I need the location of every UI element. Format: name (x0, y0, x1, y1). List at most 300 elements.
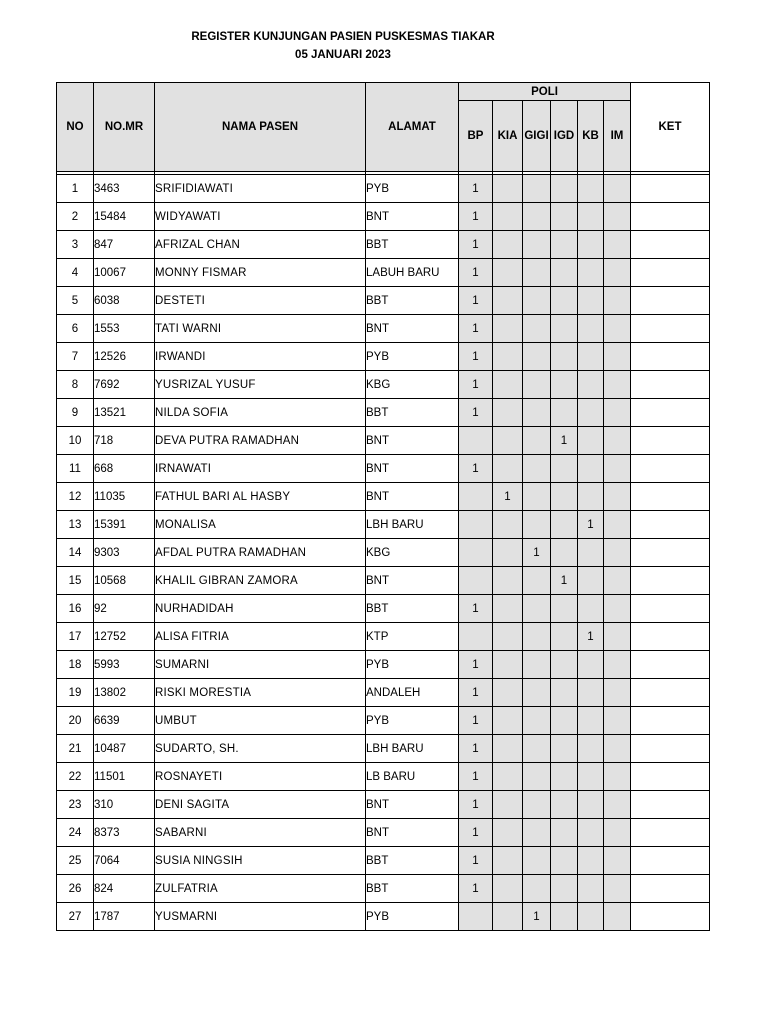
row-poli-gigi (523, 455, 551, 483)
table-row (57, 847, 710, 875)
row-poli-kia (493, 875, 523, 903)
table-row (57, 791, 710, 819)
row-no-mr: 847 (94, 231, 155, 259)
row-no-mr: 10568 (94, 567, 155, 595)
row-ket (631, 735, 710, 763)
table-row (57, 231, 710, 259)
table-row (57, 651, 710, 679)
row-poli-igd (551, 231, 578, 259)
row-ket (631, 399, 710, 427)
row-poli-kb (578, 315, 604, 343)
col-header-no-mr: NO.MR (94, 83, 155, 172)
row-poli-bp: 1 (459, 707, 493, 735)
row-poli-im (604, 483, 631, 511)
row-poli-im (604, 707, 631, 735)
row-alamat: BBT (366, 875, 459, 903)
table-row (57, 595, 710, 623)
row-poli-bp: 1 (459, 371, 493, 399)
row-poli-gigi (523, 175, 551, 203)
row-poli-kb (578, 287, 604, 315)
row-poli-bp: 1 (459, 875, 493, 903)
row-poli-igd (551, 539, 578, 567)
row-poli-igd (551, 371, 578, 399)
row-poli-gigi (523, 595, 551, 623)
row-poli-im (604, 203, 631, 231)
row-poli-im (604, 735, 631, 763)
row-ket (631, 287, 710, 315)
row-poli-im (604, 455, 631, 483)
table-row (57, 903, 710, 931)
row-poli-im (604, 259, 631, 287)
row-poli-kb (578, 847, 604, 875)
row-poli-gigi (523, 287, 551, 315)
row-poli-gigi (523, 847, 551, 875)
row-poli-bp (459, 567, 493, 595)
row-no-mr: 92 (94, 595, 155, 623)
row-poli-igd (551, 483, 578, 511)
row-poli-kia (493, 903, 523, 931)
row-ket (631, 623, 710, 651)
document-title: REGISTER KUNJUNGAN PASIEN PUSKESMAS TIAKAR (191, 31, 495, 43)
row-no: 8 (57, 371, 94, 399)
row-poli-igd (551, 791, 578, 819)
row-no-mr: 15484 (94, 203, 155, 231)
row-poli-bp: 1 (459, 175, 493, 203)
row-no-mr: 310 (94, 791, 155, 819)
row-poli-igd (551, 455, 578, 483)
table-row (57, 259, 710, 287)
table-row (57, 567, 710, 595)
row-poli-im (604, 539, 631, 567)
row-no: 3 (57, 231, 94, 259)
row-poli-kia (493, 735, 523, 763)
row-poli-kb (578, 707, 604, 735)
row-no-mr: 668 (94, 455, 155, 483)
row-no-mr: 6639 (94, 707, 155, 735)
table-row (57, 679, 710, 707)
col-header-im: IM (604, 101, 631, 172)
row-alamat: PYB (366, 175, 459, 203)
row-alamat: BNT (366, 315, 459, 343)
row-poli-kb (578, 903, 604, 931)
row-poli-bp: 1 (459, 399, 493, 427)
row-no-mr: 6038 (94, 287, 155, 315)
row-poli-bp: 1 (459, 651, 493, 679)
row-no: 6 (57, 315, 94, 343)
row-nama-pasen: DESTETI (155, 287, 366, 315)
row-nama-pasen: MONNY FISMAR (155, 259, 366, 287)
row-poli-im (604, 231, 631, 259)
row-poli-kb (578, 875, 604, 903)
row-poli-kb (578, 483, 604, 511)
table-row (57, 175, 710, 203)
row-poli-igd (551, 679, 578, 707)
row-no-mr: 1553 (94, 315, 155, 343)
row-poli-kia (493, 819, 523, 847)
row-no-mr: 13802 (94, 679, 155, 707)
row-no-mr: 1787 (94, 903, 155, 931)
row-poli-igd (551, 819, 578, 847)
col-header-no: NO (57, 83, 94, 172)
row-poli-kia (493, 203, 523, 231)
row-alamat: BBT (366, 287, 459, 315)
row-alamat: PYB (366, 651, 459, 679)
row-ket (631, 175, 710, 203)
row-poli-kb (578, 455, 604, 483)
row-poli-igd (551, 651, 578, 679)
row-poli-gigi (523, 231, 551, 259)
row-alamat: KBG (366, 371, 459, 399)
row-poli-im (604, 371, 631, 399)
row-poli-kb (578, 651, 604, 679)
row-poli-im (604, 875, 631, 903)
row-nama-pasen: SRIFIDIAWATI (155, 175, 366, 203)
row-poli-kb: 1 (578, 511, 604, 539)
row-poli-igd (551, 203, 578, 231)
row-poli-kb (578, 595, 604, 623)
row-poli-kb (578, 231, 604, 259)
row-poli-gigi (523, 763, 551, 791)
table-row (57, 203, 710, 231)
row-no-mr: 7064 (94, 847, 155, 875)
row-no-mr: 12526 (94, 343, 155, 371)
row-poli-gigi (523, 875, 551, 903)
row-poli-bp: 1 (459, 847, 493, 875)
row-nama-pasen: UMBUT (155, 707, 366, 735)
col-header-igd: IGD (551, 101, 578, 172)
row-no-mr: 9303 (94, 539, 155, 567)
row-no: 17 (57, 623, 94, 651)
row-poli-im (604, 847, 631, 875)
row-poli-bp: 1 (459, 231, 493, 259)
row-no-mr: 718 (94, 427, 155, 455)
row-no: 13 (57, 511, 94, 539)
row-ket (631, 679, 710, 707)
row-poli-im (604, 427, 631, 455)
row-no: 7 (57, 343, 94, 371)
row-no: 2 (57, 203, 94, 231)
row-no: 1 (57, 175, 94, 203)
row-nama-pasen: SUDARTO, SH. (155, 735, 366, 763)
row-poli-kb (578, 343, 604, 371)
row-ket (631, 511, 710, 539)
row-poli-kb (578, 427, 604, 455)
row-poli-gigi: 1 (523, 539, 551, 567)
row-poli-gigi (523, 791, 551, 819)
row-alamat: BBT (366, 595, 459, 623)
row-poli-bp (459, 483, 493, 511)
row-alamat: BBT (366, 399, 459, 427)
row-poli-igd (551, 511, 578, 539)
col-header-kia: KIA (493, 101, 523, 172)
row-poli-im (604, 763, 631, 791)
row-no-mr: 3463 (94, 175, 155, 203)
row-poli-kia (493, 539, 523, 567)
row-poli-gigi: 1 (523, 903, 551, 931)
row-nama-pasen: YUSRIZAL YUSUF (155, 371, 366, 399)
row-poli-bp (459, 427, 493, 455)
row-no: 23 (57, 791, 94, 819)
row-ket (631, 763, 710, 791)
row-ket (631, 875, 710, 903)
row-poli-im (604, 399, 631, 427)
table-row (57, 343, 710, 371)
row-poli-bp: 1 (459, 203, 493, 231)
row-alamat: LBH BARU (366, 511, 459, 539)
row-poli-kb (578, 791, 604, 819)
row-poli-im (604, 567, 631, 595)
row-poli-kb (578, 567, 604, 595)
row-poli-kia (493, 259, 523, 287)
row-poli-im (604, 791, 631, 819)
row-no-mr: 13521 (94, 399, 155, 427)
row-ket (631, 707, 710, 735)
row-poli-kb (578, 819, 604, 847)
row-ket (631, 567, 710, 595)
row-poli-kia (493, 679, 523, 707)
row-poli-kia (493, 315, 523, 343)
row-poli-bp: 1 (459, 735, 493, 763)
row-poli-kia (493, 175, 523, 203)
row-nama-pasen: ALISA FITRIA (155, 623, 366, 651)
table-row (57, 399, 710, 427)
row-nama-pasen: RISKI MORESTIA (155, 679, 366, 707)
row-no: 22 (57, 763, 94, 791)
row-poli-kb (578, 735, 604, 763)
row-no: 15 (57, 567, 94, 595)
col-header-kb: KB (578, 101, 604, 172)
row-no: 25 (57, 847, 94, 875)
row-poli-im (604, 623, 631, 651)
row-alamat: BNT (366, 483, 459, 511)
row-poli-gigi (523, 567, 551, 595)
row-poli-gigi (523, 259, 551, 287)
row-poli-gigi (523, 483, 551, 511)
row-poli-igd (551, 847, 578, 875)
row-no: 19 (57, 679, 94, 707)
row-nama-pasen: AFDAL PUTRA RAMADHAN (155, 539, 366, 567)
row-poli-im (604, 287, 631, 315)
row-poli-kia (493, 287, 523, 315)
table-header (57, 83, 710, 172)
table-row (57, 623, 710, 651)
col-header-ket: KET (631, 83, 710, 172)
row-ket (631, 315, 710, 343)
row-alamat: LB BARU (366, 763, 459, 791)
row-poli-kia (493, 763, 523, 791)
row-nama-pasen: IRNAWATI (155, 455, 366, 483)
row-poli-bp: 1 (459, 791, 493, 819)
row-ket (631, 483, 710, 511)
row-poli-im (604, 343, 631, 371)
row-no: 14 (57, 539, 94, 567)
row-poli-gigi (523, 203, 551, 231)
row-poli-bp: 1 (459, 343, 493, 371)
row-no: 9 (57, 399, 94, 427)
row-no-mr: 824 (94, 875, 155, 903)
row-alamat: PYB (366, 707, 459, 735)
row-no-mr: 7692 (94, 371, 155, 399)
row-poli-kia (493, 707, 523, 735)
table-row (57, 539, 710, 567)
row-alamat: LBH BARU (366, 735, 459, 763)
row-poli-igd (551, 259, 578, 287)
row-no-mr: 10487 (94, 735, 155, 763)
row-poli-kia (493, 567, 523, 595)
row-poli-bp (459, 903, 493, 931)
row-no: 21 (57, 735, 94, 763)
row-ket (631, 651, 710, 679)
row-nama-pasen: NILDA SOFIA (155, 399, 366, 427)
row-poli-gigi (523, 819, 551, 847)
row-poli-kia (493, 595, 523, 623)
row-poli-igd: 1 (551, 567, 578, 595)
row-alamat: BNT (366, 455, 459, 483)
table-body (57, 175, 710, 931)
row-poli-im (604, 315, 631, 343)
row-nama-pasen: KHALIL GIBRAN ZAMORA (155, 567, 366, 595)
row-poli-gigi (523, 623, 551, 651)
row-nama-pasen: ZULFATRIA (155, 875, 366, 903)
row-no: 5 (57, 287, 94, 315)
row-poli-gigi (523, 651, 551, 679)
row-poli-igd (551, 903, 578, 931)
row-ket (631, 371, 710, 399)
row-nama-pasen: FATHUL BARI AL HASBY (155, 483, 366, 511)
table-row (57, 875, 710, 903)
row-ket (631, 427, 710, 455)
row-poli-igd (551, 287, 578, 315)
row-no-mr: 11035 (94, 483, 155, 511)
table-row (57, 707, 710, 735)
row-poli-gigi (523, 371, 551, 399)
row-nama-pasen: IRWANDI (155, 343, 366, 371)
row-ket (631, 203, 710, 231)
row-no: 24 (57, 819, 94, 847)
row-poli-igd (551, 875, 578, 903)
row-poli-bp: 1 (459, 819, 493, 847)
row-poli-bp (459, 539, 493, 567)
row-alamat: BNT (366, 567, 459, 595)
patient-register-table (56, 82, 710, 931)
row-poli-im (604, 511, 631, 539)
table-row (57, 287, 710, 315)
row-poli-kb (578, 679, 604, 707)
row-poli-kb (578, 203, 604, 231)
row-alamat: BNT (366, 819, 459, 847)
row-poli-bp (459, 623, 493, 651)
row-poli-gigi (523, 343, 551, 371)
row-no: 27 (57, 903, 94, 931)
row-alamat: LABUH BARU (366, 259, 459, 287)
table-row (57, 371, 710, 399)
row-no: 10 (57, 427, 94, 455)
row-no: 4 (57, 259, 94, 287)
row-alamat: KTP (366, 623, 459, 651)
document-header (0, 28, 686, 64)
row-no-mr: 10067 (94, 259, 155, 287)
row-poli-im (604, 903, 631, 931)
row-poli-im (604, 679, 631, 707)
document-date: 05 JANUARI 2023 (295, 49, 391, 61)
row-nama-pasen: MONALISA (155, 511, 366, 539)
row-nama-pasen: SUSIA NINGSIH (155, 847, 366, 875)
row-poli-bp: 1 (459, 287, 493, 315)
row-poli-igd (551, 175, 578, 203)
table-row (57, 427, 710, 455)
row-alamat: BBT (366, 847, 459, 875)
table-row (57, 483, 710, 511)
row-poli-kb (578, 259, 604, 287)
row-poli-igd (551, 707, 578, 735)
row-poli-gigi (523, 315, 551, 343)
row-alamat: ANDALEH (366, 679, 459, 707)
row-alamat: BNT (366, 791, 459, 819)
row-poli-igd (551, 343, 578, 371)
row-poli-gigi (523, 707, 551, 735)
col-header-nama-pasen: NAMA PASEN (155, 83, 366, 172)
row-poli-kia (493, 847, 523, 875)
row-nama-pasen: SUMARNI (155, 651, 366, 679)
table-row (57, 763, 710, 791)
col-header-gigi: GIGI (523, 101, 551, 172)
row-poli-kia (493, 791, 523, 819)
row-poli-bp: 1 (459, 455, 493, 483)
row-ket (631, 847, 710, 875)
row-nama-pasen: DEVA PUTRA RAMADHAN (155, 427, 366, 455)
row-alamat: BNT (366, 203, 459, 231)
row-poli-im (604, 175, 631, 203)
row-ket (631, 903, 710, 931)
row-poli-igd (551, 763, 578, 791)
row-no-mr: 8373 (94, 819, 155, 847)
table-row (57, 455, 710, 483)
row-poli-kb (578, 175, 604, 203)
row-poli-kia: 1 (493, 483, 523, 511)
row-no: 18 (57, 651, 94, 679)
row-poli-kb (578, 763, 604, 791)
table-row (57, 315, 710, 343)
row-no: 20 (57, 707, 94, 735)
row-poli-igd: 1 (551, 427, 578, 455)
row-poli-bp: 1 (459, 679, 493, 707)
row-poli-kb (578, 539, 604, 567)
row-poli-igd (551, 735, 578, 763)
row-ket (631, 819, 710, 847)
row-alamat: KBG (366, 539, 459, 567)
table-row (57, 819, 710, 847)
row-poli-bp: 1 (459, 259, 493, 287)
row-no-mr: 12752 (94, 623, 155, 651)
row-poli-gigi (523, 679, 551, 707)
row-poli-kia (493, 427, 523, 455)
row-poli-gigi (523, 399, 551, 427)
row-poli-kb: 1 (578, 623, 604, 651)
row-no-mr: 15391 (94, 511, 155, 539)
row-alamat: BNT (366, 427, 459, 455)
row-poli-gigi (523, 511, 551, 539)
row-alamat: PYB (366, 903, 459, 931)
row-no: 11 (57, 455, 94, 483)
row-alamat: BBT (366, 231, 459, 259)
row-no: 12 (57, 483, 94, 511)
row-nama-pasen: SABARNI (155, 819, 366, 847)
row-nama-pasen: WIDYAWATI (155, 203, 366, 231)
row-poli-kia (493, 231, 523, 259)
row-no: 26 (57, 875, 94, 903)
col-header-bp: BP (459, 101, 493, 172)
row-poli-kia (493, 511, 523, 539)
